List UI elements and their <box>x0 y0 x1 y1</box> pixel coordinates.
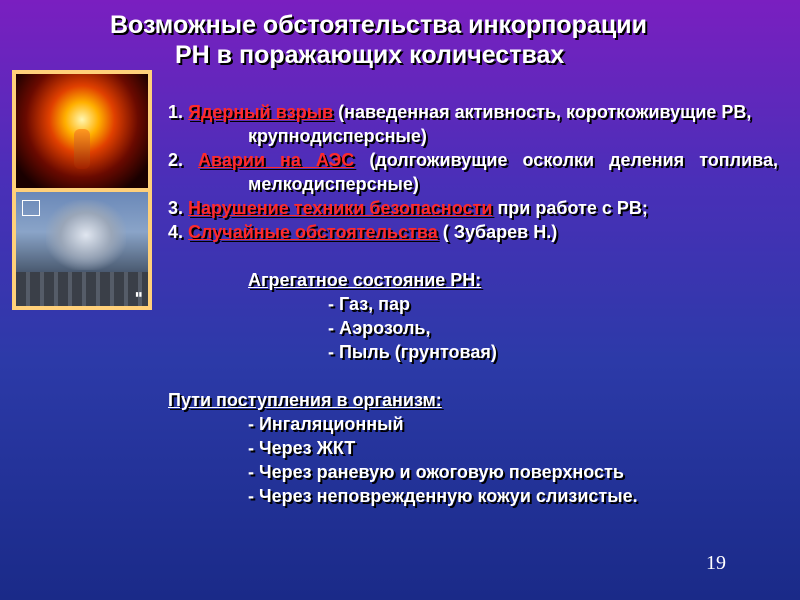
channel-watermark-icon: ▮▮ <box>135 292 142 298</box>
aggregate-item: - Пыль (грунтовая) <box>328 342 497 362</box>
circumstance-highlight: Ядерный взрыв <box>188 102 334 122</box>
nuclear-explosion-image <box>16 74 148 188</box>
reactor-building <box>16 272 148 306</box>
circumstance-highlight: Аварии на АЭС <box>198 150 355 170</box>
photo-frame <box>12 70 152 310</box>
circumstance-highlight: Случайные обстоятельства <box>188 222 438 242</box>
channel-logo-icon <box>22 200 40 216</box>
routes-heading: Пути поступления в организм: <box>168 390 442 410</box>
circumstance-item: 1. Ядерный взрыв (наведенная активность, короткоживущие РВ, крупнодисперсные) <box>168 102 752 146</box>
circumstance-item: 4. Случайные обстоятельства ( Зубарев Н.) <box>168 222 558 242</box>
slide-content <box>168 100 778 508</box>
npp-accident-image <box>16 192 148 306</box>
mushroom-cloud-stem <box>74 129 90 169</box>
route-item: - Через ЖКТ <box>248 438 356 458</box>
circumstance-highlight: Нарушение техники безопасности <box>188 198 493 218</box>
slide-title <box>80 10 780 70</box>
circumstance-item: 3. Нарушение техники безопасности при работе с РВ; <box>168 198 648 218</box>
aggregate-item: - Аэрозоль, <box>328 318 431 338</box>
route-item: - Ингаляционный <box>248 414 404 434</box>
smoke-plume <box>46 200 126 270</box>
title-line-2: РН в поражающих количествах <box>175 41 565 69</box>
route-item: - Через неповрежденную кожуи слизистые. <box>248 486 638 506</box>
aggregate-heading: Агрегатное состояние РН: <box>248 270 482 290</box>
title-line-1: Возможные обстоятельства инкорпорации <box>110 11 647 39</box>
page-number: 19 <box>706 552 726 574</box>
circumstance-item: 2. Аварии на АЭС (долгоживущие осколки деления топлива, мелкодисперсные) <box>168 150 778 194</box>
aggregate-item: - Газ, пар <box>328 294 411 314</box>
route-item: - Через раневую и ожоговую поверхность <box>248 462 624 482</box>
